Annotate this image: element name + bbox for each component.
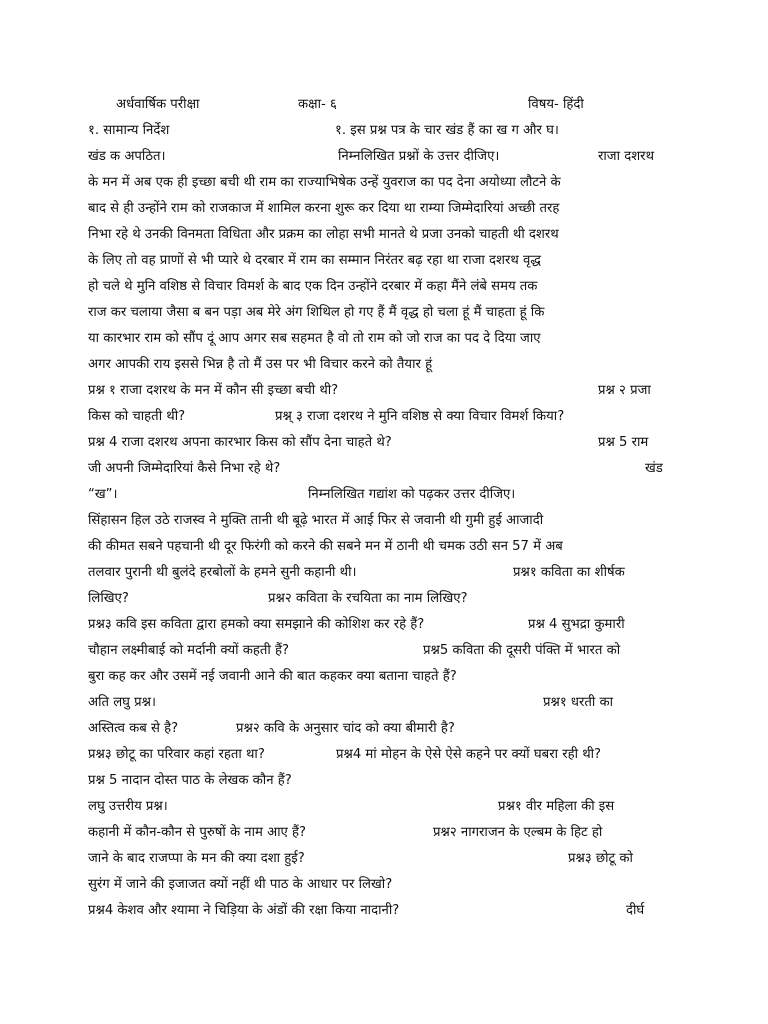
text-segment: प्रश्न २ प्रजा: [598, 383, 651, 398]
text-line: [88, 534, 680, 560]
text-segment: अस्तित्व कब से है?: [88, 721, 179, 736]
text-segment: के मन में अब एक ही इच्छा बची थी राम का राज्याभिषेक उन्हें युवराज का पद देना अयोध्या लौटने के: [88, 175, 561, 190]
text-segment: राजा दशरथ: [598, 149, 654, 164]
text-segment: प्रश्न१ कविता का शीर्षक: [513, 565, 625, 580]
text-segment: प्रश्न३ कवि इस कविता द्वारा हमको क्या समझाने की कोशिश कर रहे हैं?: [88, 617, 425, 632]
text-segment: १. सामान्य निर्देश: [88, 123, 170, 138]
text-segment: प्रश्न२ नागराजन के एल्बम के हिट हो: [433, 825, 603, 840]
text-segment: प्रश्न 5 नादान दोस्त पाठ के लेखक कौन हैं?: [88, 773, 292, 788]
text-line: [88, 846, 680, 872]
text-segment: सुरंग में जाने की इजाजत क्यों नहीं थी पाठ के आधार पर लिखो?: [88, 877, 393, 892]
text-segment: १. इस प्रश्न पत्र के चार खंड हैं का ख ग और घ।: [335, 123, 559, 138]
text-segment: प्रश्न 5 राम: [598, 435, 649, 450]
text-segment: जी अपनी जिम्मेदारियां कैसे निभा रहे थे?: [88, 461, 281, 476]
text-line: [88, 638, 680, 664]
text-segment: निभा रहे थे उनकी विनमता विधिता और प्रक्रम का लोहा सभी मानते थे प्रजा उनको चाहती थी दशरथ: [88, 227, 559, 242]
text-segment: प्रश्न् ३ राजा दशरथ ने मुनि वशिष्ठ से क्या विचार विमर्श किया?: [275, 409, 565, 424]
text-segment: चौहान लक्ष्मीबाई को मर्दानी क्यों कहती हैं?: [88, 643, 289, 658]
text-segment: किस को चाहती थी?: [88, 409, 186, 424]
text-segment: प्रश्न१ धरती का: [543, 695, 614, 710]
text-segment: प्रश्न 4 राजा दशरथ अपना कारभार किस को सौंप देना चाहते थे?: [88, 435, 392, 450]
text-line: [88, 794, 680, 820]
text-segment: अति लघु प्रश्न।: [88, 695, 156, 710]
text-segment: जाने के बाद राजप्पा के मन की क्या दशा हुई?: [88, 851, 305, 866]
text-segment: प्रश्न १ राजा दशरथ के मन में कौन सी इच्छा बची थी?: [88, 383, 339, 398]
text-line: [88, 430, 680, 456]
text-line: [88, 326, 680, 352]
text-line: [88, 144, 680, 170]
text-line: [88, 222, 680, 248]
text-line: [88, 768, 680, 794]
text-segment: अगर आपकी राय इससे भिन्न है तो मैं उस पर भी विचार करने को तैयार हूं: [88, 357, 433, 372]
text-segment: कहानी में कौन-कौन से पुरुषों के नाम आए हैं?: [88, 825, 307, 840]
text-line: [88, 716, 680, 742]
text-segment: खंड क अपठित।: [88, 149, 166, 164]
exam-subject: विषय- हिंदी: [528, 97, 584, 112]
text-segment: तलवार पुरानी थी बुलंदे हरबोलों के हमने सुनी कहानी थी।: [88, 565, 357, 580]
text-segment: बुरा कह कर और उसमें नई जवानी आने की बात कहकर क्या बताना चाहते हैं?: [88, 669, 457, 684]
exam-class: कक्षा- ६: [298, 97, 337, 112]
text-line: [88, 482, 680, 508]
text-segment: की कीमत सबने पहचानी थी दूर फिरंगी को करने की सबने मन में ठानी थी चमक उठी सन 57 में अब: [88, 539, 563, 554]
text-segment: या कारभार राम को सौंप दूं आप अगर सब सहमत है वो तो राम को जो राज का पद दे दिया जाए: [88, 331, 541, 346]
text-line: [88, 404, 680, 430]
text-line: [88, 612, 680, 638]
text-line: [88, 664, 680, 690]
text-line: [88, 196, 680, 222]
text-segment: के लिए तो वह प्राणों से भी प्यारे थे दरबार में राम का सम्मान निरंतर बढ़ रहा था राजा दशरथ वृद्ध: [88, 253, 541, 268]
text-segment: बाद से ही उन्होंने राम को राजकाज में शामिल करना शुरू कर दिया था राम्या जिम्मेदारियां अच्छी तरह: [88, 201, 560, 216]
text-segment: प्रश्न२ कवि के अनुसार चांद को क्या बीमारी है?: [236, 721, 455, 736]
text-segment: प्रश्न१ वीर महिला की इस: [498, 799, 615, 814]
text-segment: निम्नलिखित गद्यांश को पढ़कर उत्तर दीजिए।: [308, 487, 516, 502]
text-segment: सिंहासन हिल उठे राजस्व ने मुक्ति तानी थी बूढ़े भारत में आई फिर से जवानी थी गुमी हुई आजादी: [88, 513, 544, 528]
text-line: [88, 872, 680, 898]
text-segment: प्रश्न4 मां मोहन के ऐसे ऐसे कहने पर क्यों घबरा रही थी?: [336, 747, 602, 762]
text-segment: प्रश्न३ छोटू का परिवार कहां रहता था?: [88, 747, 265, 762]
text-line: [88, 690, 680, 716]
text-segment: राज कर चलाया जैसा ब बन पड़ा अब मेरे अंग शिथिल हो गए हैं मैं वृद्ध हो चला हूं मैं चाहता हूं कि: [88, 305, 545, 320]
text-line: [88, 378, 680, 404]
text-line: [88, 300, 680, 326]
text-segment: प्रश्न4 केशव और श्यामा ने चिड़िया के अंडों की रक्षा किया नादानी?: [88, 903, 400, 918]
text-line: [88, 508, 680, 534]
text-line: [88, 742, 680, 768]
text-line: [88, 170, 680, 196]
text-segment: प्रश्न३ छोटू को: [568, 851, 633, 866]
text-segment: “ख”।: [88, 487, 118, 502]
text-segment: दीर्घ: [626, 903, 645, 918]
text-line: [88, 248, 680, 274]
exam-title: अर्धवार्षिक परीक्षा: [116, 97, 200, 112]
text-segment: प्रश्न२ कविता के रचयिता का नाम लिखिए?: [268, 591, 468, 606]
text-segment: लघु उत्तरीय प्रश्न।: [88, 799, 168, 814]
text-line: [88, 352, 680, 378]
text-segment: लिखिए?: [88, 591, 129, 606]
text-line: [88, 274, 680, 300]
text-line: [88, 456, 680, 482]
text-line: [88, 118, 680, 144]
text-line: [88, 560, 680, 586]
text-segment: निम्नलिखित प्रश्नों के उत्तर दीजिए।: [338, 149, 500, 164]
text-line: [88, 820, 680, 846]
text-line: [88, 898, 680, 924]
text-segment: प्रश्न5 कविता की दूसरी पंक्ति में भारत को: [423, 643, 621, 658]
text-segment: खंड: [645, 461, 663, 476]
text-segment: हो चले थे मुनि वशिष्ठ से विचार विमर्श के बाद एक दिन उन्होंने दरबार में कहा मैंने लंबे समय तक: [88, 279, 538, 294]
text-line: [88, 586, 680, 612]
text-segment: प्रश्न 4 सुभद्रा कुमारी: [528, 617, 625, 632]
exam-header: [88, 92, 680, 118]
